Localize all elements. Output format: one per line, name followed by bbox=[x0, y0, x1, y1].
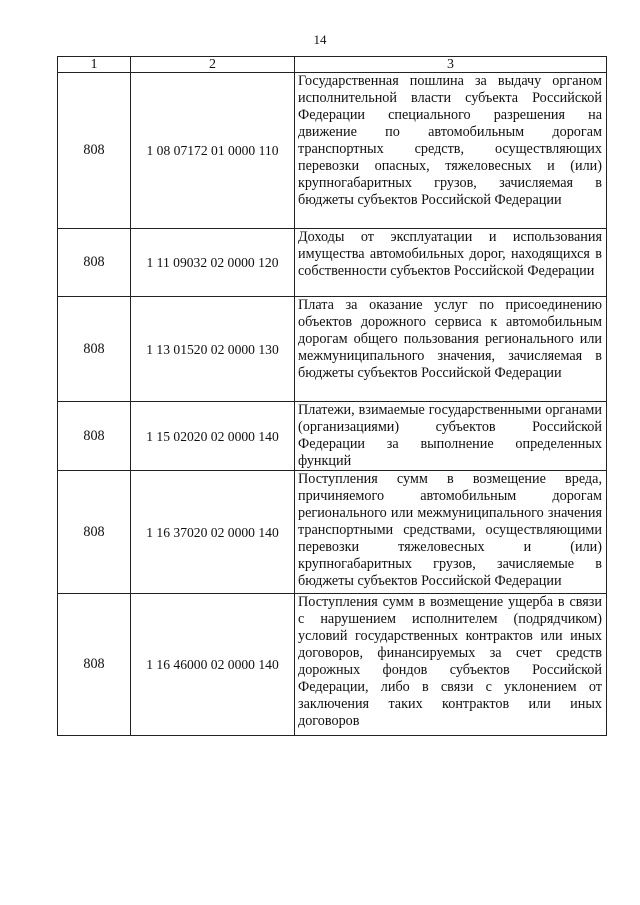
revenue-classification-code: 1 08 07172 01 0000 110 bbox=[131, 73, 295, 229]
revenue-codes-table bbox=[57, 56, 607, 736]
administrator-code: 808 bbox=[58, 594, 131, 736]
column-header-3: 3 bbox=[295, 57, 607, 73]
table-row bbox=[58, 73, 607, 229]
column-header-1: 1 bbox=[58, 57, 131, 73]
page-number: 14 bbox=[313, 32, 327, 47]
column-header-2: 2 bbox=[131, 57, 295, 73]
revenue-description: Плата за оказание услуг по присоединению объектов дорожного сервиса к автомобильным дорогам общего пользования регионального или межмуниципального значения, зачисляемая в бюджеты субъектов Российской Федерации bbox=[295, 297, 607, 402]
revenue-classification-code: 1 16 37020 02 0000 140 bbox=[131, 471, 295, 594]
revenue-classification-code: 1 13 01520 02 0000 130 bbox=[131, 297, 295, 402]
table-row bbox=[58, 402, 607, 471]
revenue-description: Государственная пошлина за выдачу органом исполнительной власти субъекта Российской Федерации специального разрешения на движение по автомобильным дорогам транспортных средств, осуществляющих перевозки опасных, тяжеловесных и (или) крупногабаритных грузов, зачисляемая в бюджеты субъектов Российской Федерации bbox=[295, 73, 607, 229]
revenue-description: Поступления сумм в возмещение ущерба в связи с нарушением исполнителем (подрядчиком) условий государственных контрактов или иных договоров, финансируемых за счет средств дорожных фондов субъектов Российской Федерации, либо в связи с уклонением от заключения таких контрактов или иных договоров bbox=[295, 594, 607, 736]
table-row bbox=[58, 297, 607, 402]
revenue-classification-code: 1 11 09032 02 0000 120 bbox=[131, 229, 295, 297]
table-header-row bbox=[58, 57, 607, 73]
revenue-classification-code: 1 16 46000 02 0000 140 bbox=[131, 594, 295, 736]
table-row bbox=[58, 594, 607, 736]
table-row bbox=[58, 229, 607, 297]
administrator-code: 808 bbox=[58, 229, 131, 297]
administrator-code: 808 bbox=[58, 471, 131, 594]
revenue-classification-code: 1 15 02020 02 0000 140 bbox=[131, 402, 295, 471]
revenue-description: Платежи, взимаемые государственными органами (организациями) субъектов Российской Федерации за выполнение определенных функций bbox=[295, 402, 607, 471]
table-row bbox=[58, 471, 607, 594]
administrator-code: 808 bbox=[58, 297, 131, 402]
administrator-code: 808 bbox=[58, 402, 131, 471]
revenue-description: Доходы от эксплуатации и использования имущества автомобильных дорог, находящихся в собственности субъектов Российской Федерации bbox=[295, 229, 607, 297]
revenue-description: Поступления сумм в возмещение вреда, причиняемого автомобильным дорогам регионального или межмуниципального значения транспортными средствами, осуществляющими перевозки тяжеловесных и (или) крупногабаритных грузов, зачисляемые в бюджеты субъектов Российской Федерации bbox=[295, 471, 607, 594]
administrator-code: 808 bbox=[58, 73, 131, 229]
